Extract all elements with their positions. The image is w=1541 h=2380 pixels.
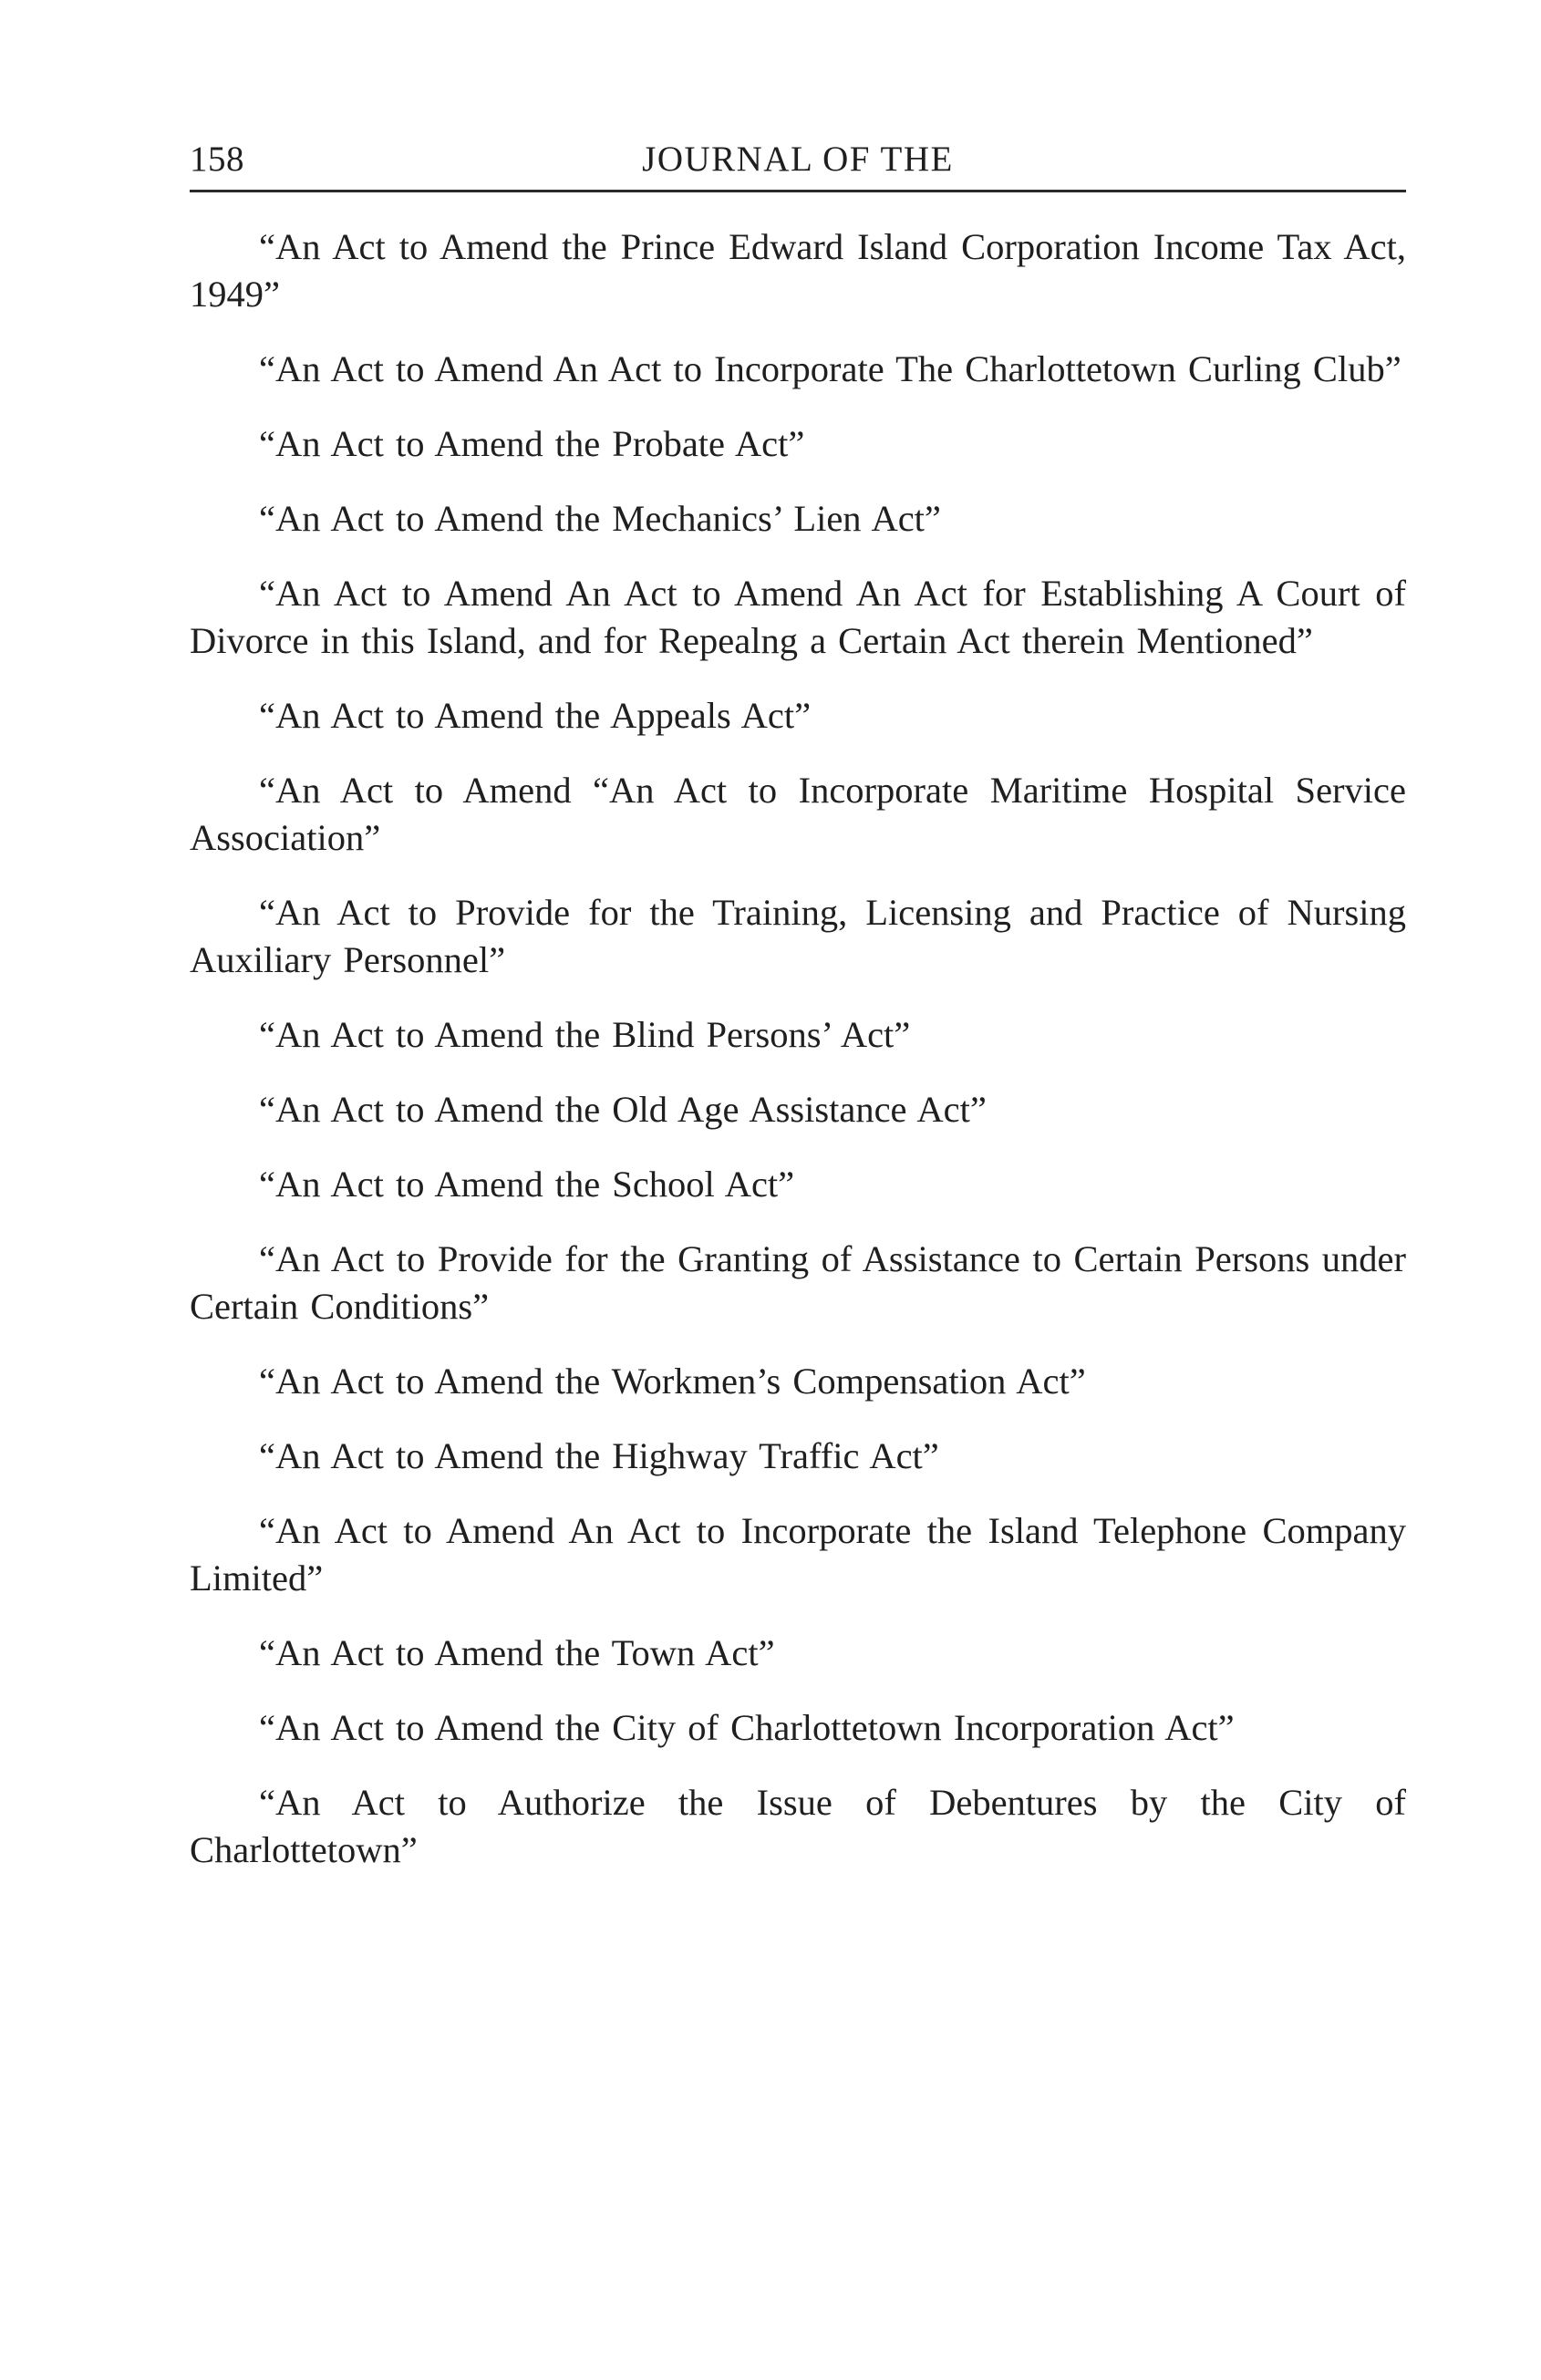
list-item: “An Act to Amend “An Act to Incorporate Maritime Hospital Service Association” — [190, 770, 1406, 858]
list-item: “An Act to Authorize the Issue of Debentures by the City of Charlottetown” — [190, 1782, 1406, 1870]
list-item: “An Act to Amend An Act to Incorporate the Island Telephone Company Limited” — [190, 1510, 1406, 1599]
running-head: JOURNAL OF THE — [642, 140, 954, 179]
list-item: “An Act to Amend the Appeals Act” — [259, 695, 812, 736]
list-item: “An Act to Amend the School Act” — [259, 1164, 795, 1205]
list-item: “An Act to Amend the Mechanics’ Lien Act” — [259, 498, 941, 539]
list-item: “An Act to Amend the Probate Act” — [259, 423, 805, 464]
page-number: 158 — [190, 140, 244, 179]
list-item: “An Act to Provide for the Granting of Assistance to Certain Persons under Certain Conditions” — [190, 1238, 1406, 1327]
list-item: “An Act to Amend An Act to Incorporate The Charlottetown Curling Club” — [259, 348, 1401, 389]
list-item: “An Act to Amend the Highway Traffic Act” — [259, 1435, 939, 1476]
list-item: “An Act to Provide for the Training, Licensing and Practice of Nursing Auxiliary Personnel” — [190, 892, 1406, 980]
page-header — [190, 139, 1406, 192]
list-item: “An Act to Amend the Prince Edward Island Corporation Income Tax Act, 1949” — [190, 226, 1406, 315]
acts-list — [190, 223, 1406, 1901]
list-item: “An Act to Amend An Act to Amend An Act for Establishing A Court of Divorce in this Island, and for Repealng a Certain Act therein Mentioned” — [190, 573, 1406, 661]
list-item: “An Act to Amend the Blind Persons’ Act” — [259, 1014, 911, 1055]
list-item: “An Act to Amend the City of Charlottetown Incorporation Act” — [259, 1707, 1235, 1748]
list-item: “An Act to Amend the Town Act” — [259, 1632, 775, 1673]
list-item: “An Act to Amend the Old Age Assistance Act” — [259, 1089, 987, 1130]
list-item: “An Act to Amend the Workmen’s Compensation Act” — [259, 1361, 1086, 1402]
